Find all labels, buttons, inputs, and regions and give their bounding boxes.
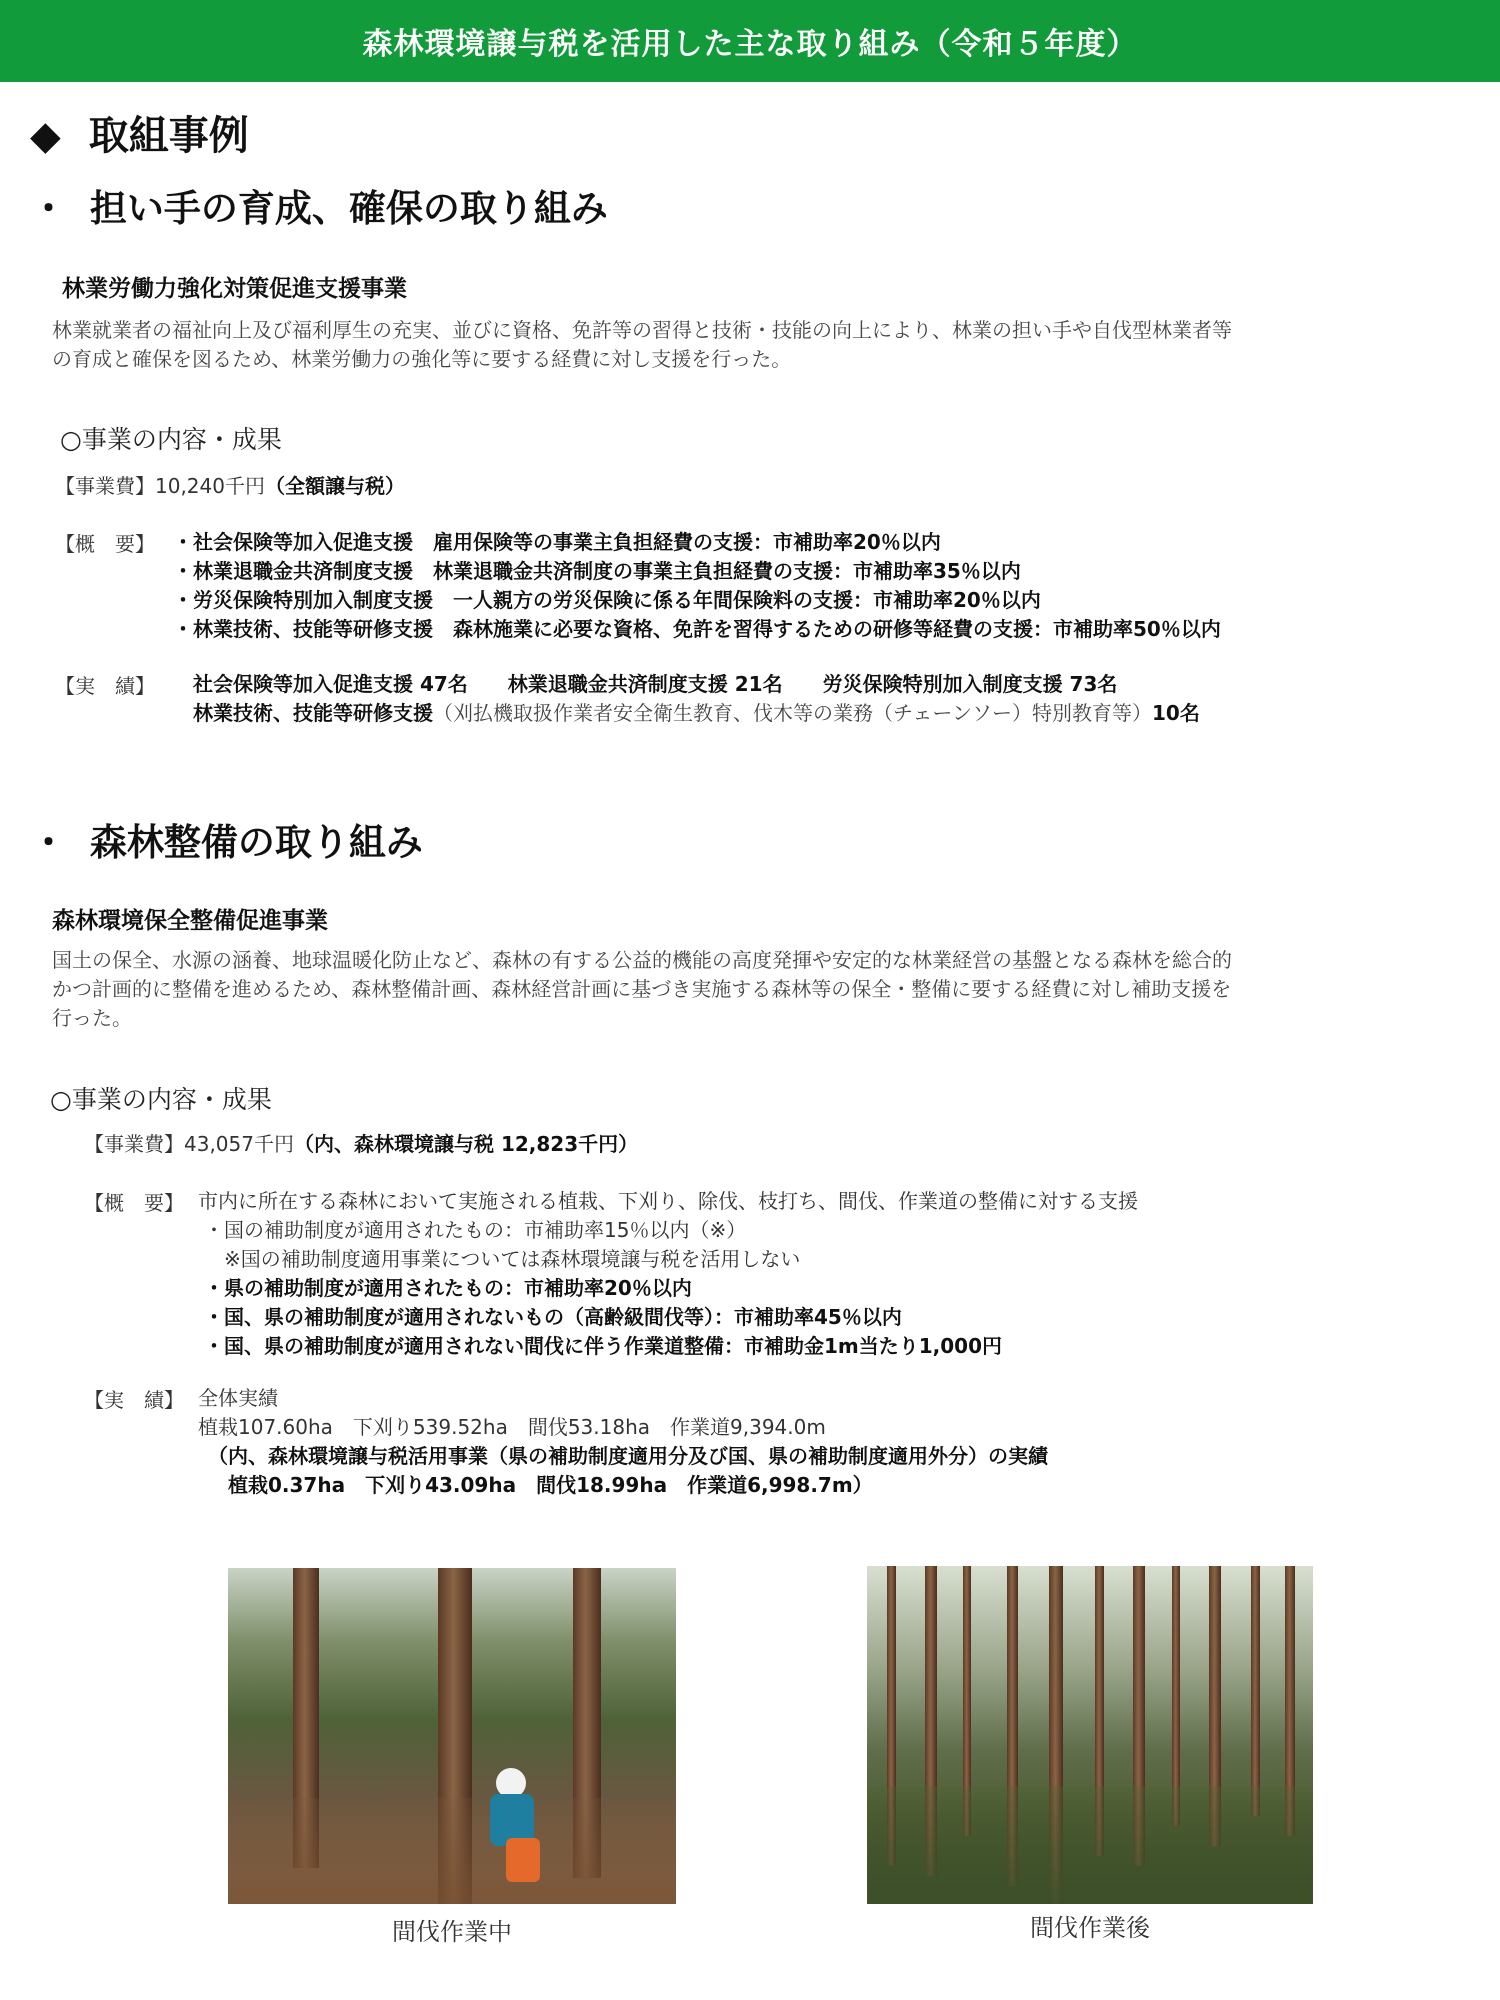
- summary-item: ・林業退職金共済制度支援 林業退職金共済制度の事業主負担経費の支援：市補助率35％以内: [173, 559, 1021, 583]
- summary-item: ・林業技術、技能等研修支援 森林施業に必要な資格、免許を習得するための研修等経費の支援：市補助率50％以内: [173, 617, 1221, 641]
- section-title-text: 森林整備の取り組み: [89, 821, 423, 864]
- cost-line-2: [84, 1128, 638, 1157]
- banner-title: 森林環境譲与税を活用した主な取り組み（令和５年度）: [362, 27, 1138, 62]
- results-line: 社会保険等加入促進支援 47名 林業退職金共済制度支援 21名 労災保険特別加入制度支援 73名: [193, 672, 1118, 696]
- results-block-2: [198, 1384, 1048, 1500]
- section-title-1: [30, 178, 608, 232]
- photo-thinning-in-progress: [228, 1568, 676, 1904]
- worker-legs-shape: [506, 1838, 540, 1882]
- summary-item: ・国、県の補助制度が適用されない間伐に伴う作業道整備：市補助金1m当たり1,000円: [204, 1334, 1003, 1358]
- cost-value: 10,240千円: [155, 474, 265, 498]
- project-intro-2: [52, 946, 1232, 1033]
- intro-line: 行った。: [52, 1006, 132, 1030]
- summary-note: ※国の補助制度適用事業については森林環境譲与税を活用しない: [204, 1247, 801, 1271]
- cost-note: （全額譲与税）: [264, 474, 405, 498]
- results-training-detail: （刈払機取扱作業者安全衛生教育、伐木等の業務（チェーンソー）特別教育等）: [433, 701, 1152, 725]
- results-block-1: [193, 670, 1200, 728]
- cost-value: 43,057千円: [184, 1132, 294, 1156]
- summary-item: ・県の補助制度が適用されたもの：市補助率20％以内: [204, 1276, 692, 1300]
- summary-first: 市内に所在する森林において実施される植栽、下刈り、除伐、枝打ち、間伐、作業道の整備に対する支援: [198, 1189, 1138, 1213]
- project-title-2: 森林環境保全整備促進事業: [52, 908, 328, 934]
- page-banner: [0, 0, 1500, 82]
- summary-list-1: [173, 528, 1221, 644]
- results-tax-values: 植栽0.37ha 下刈り43.09ha 間伐18.99ha 作業道6,998.7m）: [208, 1473, 873, 1497]
- project-title-1: 林業労働力強化対策促進支援事業: [62, 276, 407, 302]
- intro-line: の育成と確保を図るため、林業労働力の強化等に要する経費に対し支援を行った。: [52, 347, 792, 371]
- intro-line: 林業就業者の福祉向上及び福利厚生の充実、並びに資格、免許等の習得と技術・技能の向上により、林業の担い手や自伐型林業者等: [52, 318, 1232, 342]
- results-line: [193, 699, 1200, 728]
- main-heading-text: 取組事例: [88, 113, 249, 159]
- summary-list-2: [198, 1187, 1138, 1361]
- summary-label-2: 【概 要】: [84, 1191, 184, 1215]
- cost-label: 【事業費】: [55, 474, 155, 498]
- section-bullet: ・: [30, 821, 67, 864]
- photo-caption-1: 間伐作業中: [392, 1918, 512, 1946]
- photo-caption-2: 間伐作業後: [1030, 1914, 1150, 1942]
- photo-after-thinning: [867, 1566, 1313, 1904]
- section-title-text: 担い手の育成、確保の取り組み: [89, 187, 608, 230]
- project-intro-1: [52, 316, 1232, 374]
- summary-label-1: 【概 要】: [55, 532, 155, 556]
- summary-item: ・労災保険特別加入制度支援 一人親方の労災保険に係る年間保険料の支援：市補助率20％以内: [173, 588, 1041, 612]
- content-heading-2: ○事業の内容・成果: [50, 1085, 272, 1114]
- results-label-2: 【実 績】: [84, 1388, 184, 1412]
- results-overall: 全体実績: [198, 1386, 278, 1410]
- summary-item: ・国、県の補助制度が適用されないもの（高齢級間伐等）：市補助率45％以内: [204, 1305, 902, 1329]
- cost-label: 【事業費】: [84, 1132, 184, 1156]
- intro-line: かつ計画的に整備を進めるため、森林整備計画、森林経営計画に基づき実施する森林等の保全・整備に要する経費に対し補助支援を: [52, 977, 1232, 1001]
- section-bullet: ・: [30, 187, 67, 230]
- results-training-label: 林業技術、技能等研修支援: [193, 701, 433, 725]
- cost-note: （内、森林環境譲与税 12,823千円）: [293, 1132, 639, 1156]
- summary-item: ・国の補助制度が適用されたもの：市補助率15％以内（※）: [204, 1218, 747, 1242]
- summary-item: ・社会保険等加入促進支援 雇用保険等の事業主負担経費の支援：市補助率20％以内: [173, 530, 941, 554]
- results-tax-heading: （内、森林環境譲与税活用事業（県の補助制度適用分及び国、県の補助制度適用外分）の実績: [208, 1444, 1048, 1468]
- results-overall-values: 植栽107.60ha 下刈り539.52ha 間伐53.18ha 作業道9,394.0m: [198, 1415, 826, 1439]
- intro-line: 国土の保全、水源の涵養、地球温暖化防止など、森林の有する公益的機能の高度発揮や安定的な林業経営の基盤となる森林を総合的: [52, 948, 1232, 972]
- section-title-2: [30, 812, 423, 866]
- diamond-marker: ◆: [30, 113, 61, 159]
- results-label-1: 【実 績】: [55, 674, 155, 698]
- content-heading-1: ○事業の内容・成果: [60, 425, 282, 454]
- cost-line-1: [55, 470, 405, 499]
- main-heading: [30, 104, 249, 161]
- results-training-count: 10名: [1152, 701, 1200, 725]
